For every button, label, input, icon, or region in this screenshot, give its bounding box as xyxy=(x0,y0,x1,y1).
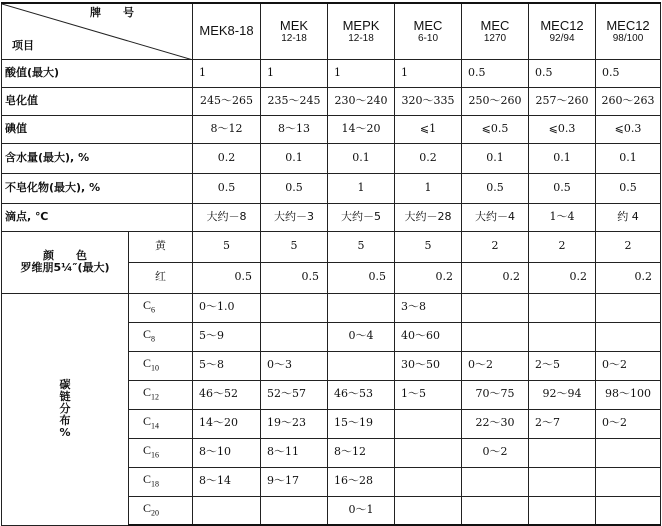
spec-table xyxy=(1,2,661,526)
table-cell: 0～2 xyxy=(596,351,661,380)
table-cell: ⩽0.3 xyxy=(529,115,596,143)
carbon-symbol: C xyxy=(143,472,152,487)
table-cell: 2 xyxy=(462,231,529,262)
table-cell: 0.2 xyxy=(529,262,596,293)
table-cell: 0.5 xyxy=(596,173,661,203)
table-cell xyxy=(462,322,529,351)
grade-sub: 1270 xyxy=(483,32,507,44)
table-cell xyxy=(193,496,261,525)
row-label: 碘值 xyxy=(2,115,193,143)
table-cell: 大约－3 xyxy=(261,203,328,231)
grade-header xyxy=(328,3,395,59)
table-cell xyxy=(596,467,661,496)
row-label: 酸值(最大) xyxy=(2,59,193,87)
corner-brand-label: 牌号 xyxy=(90,6,156,19)
carbon-label xyxy=(129,351,193,380)
table-cell: 1 xyxy=(395,173,462,203)
carbon-number: 8 xyxy=(151,334,156,344)
table-cell: 2 xyxy=(529,231,596,262)
table-cell: ⩽1 xyxy=(395,115,462,143)
table-cell: 0.5 xyxy=(261,173,328,203)
table-cell xyxy=(596,293,661,322)
table-cell: 46～52 xyxy=(193,380,261,409)
table-cell: 大约－28 xyxy=(395,203,462,231)
table-cell: 0.1 xyxy=(529,143,596,173)
grade-sub: 92/94 xyxy=(549,32,575,44)
table-cell xyxy=(596,438,661,467)
table-cell: 0.2 xyxy=(395,143,462,173)
carbon-symbol: C xyxy=(143,501,152,516)
carbon-symbol: C xyxy=(143,443,152,458)
table-cell xyxy=(596,496,661,525)
table-cell: 5 xyxy=(261,231,328,262)
table-cell xyxy=(529,467,596,496)
table-cell: 8～12 xyxy=(328,438,395,467)
table-cell: 0.5 xyxy=(529,59,596,87)
table-cell: 250～260 xyxy=(462,87,529,115)
color-sub-label: 黄 xyxy=(129,231,193,262)
table-cell: 5 xyxy=(193,231,261,262)
table-cell: 230～240 xyxy=(328,87,395,115)
carbon-label xyxy=(129,438,193,467)
table-cell: 0.1 xyxy=(261,143,328,173)
grade-name: MEK8-18 xyxy=(199,23,254,39)
table-cell: 0.5 xyxy=(193,262,261,293)
table-cell xyxy=(462,496,529,525)
color-sub-label: 红 xyxy=(129,262,193,293)
table-cell: 1 xyxy=(261,59,328,87)
table-cell xyxy=(395,467,462,496)
table-cell: 0～1 xyxy=(328,496,395,525)
table-cell: 大约－8 xyxy=(193,203,261,231)
color-label xyxy=(2,231,129,293)
table-cell xyxy=(462,467,529,496)
table-cell xyxy=(395,438,462,467)
table-cell: 0.5 xyxy=(596,59,661,87)
table-row xyxy=(2,59,661,87)
table-cell: 16～28 xyxy=(328,467,395,496)
carbon-label xyxy=(129,293,193,322)
grade-header xyxy=(395,3,462,59)
carbon-number: 16 xyxy=(151,450,160,460)
carbon-symbol: C xyxy=(143,327,152,342)
table-cell: 0.2 xyxy=(596,262,661,293)
table-cell: 5 xyxy=(328,231,395,262)
chain-label-char: 分 xyxy=(59,401,71,415)
table-row xyxy=(2,173,661,203)
grade-header xyxy=(462,3,529,59)
table-cell xyxy=(261,496,328,525)
table-cell: 14～20 xyxy=(328,115,395,143)
table-cell xyxy=(328,293,395,322)
table-cell xyxy=(395,409,462,438)
table-cell: 0.5 xyxy=(193,173,261,203)
table-cell: 0.1 xyxy=(596,143,661,173)
table-cell: 0～2 xyxy=(462,438,529,467)
table-row xyxy=(2,293,661,322)
header-row xyxy=(2,3,661,59)
table-cell: 0.2 xyxy=(395,262,462,293)
table-cell: 40～60 xyxy=(395,322,462,351)
carbon-label xyxy=(129,409,193,438)
table-cell: 235～245 xyxy=(261,87,328,115)
table-cell: 70～75 xyxy=(462,380,529,409)
chain-label-char: 链 xyxy=(59,389,71,403)
table-cell: 9～17 xyxy=(261,467,328,496)
table-cell: 30～50 xyxy=(395,351,462,380)
chain-label-char: 布 xyxy=(59,414,71,428)
carbon-number: 20 xyxy=(151,508,160,518)
table-cell: 0.1 xyxy=(328,143,395,173)
table-cell xyxy=(261,322,328,351)
grade-header xyxy=(261,3,328,59)
table-row xyxy=(2,115,661,143)
table-cell: 2～7 xyxy=(529,409,596,438)
table-cell xyxy=(462,293,529,322)
grade-name: MEK xyxy=(279,17,309,33)
table-cell: 257～260 xyxy=(529,87,596,115)
table-cell: 0.5 xyxy=(462,173,529,203)
table-cell: 245～265 xyxy=(193,87,261,115)
row-label: 含水量(最大), % xyxy=(2,143,193,173)
table-cell: 1～5 xyxy=(395,380,462,409)
table-cell: 8～10 xyxy=(193,438,261,467)
carbon-number: 6 xyxy=(151,305,156,315)
table-cell: 260～263 xyxy=(596,87,661,115)
table-cell: 0～1.0 xyxy=(193,293,261,322)
table-cell: 5～8 xyxy=(193,351,261,380)
table-cell: ⩽0.3 xyxy=(596,115,661,143)
table-cell xyxy=(395,496,462,525)
table-cell: 52～57 xyxy=(261,380,328,409)
chain-dist-label xyxy=(2,293,129,525)
carbon-label xyxy=(129,322,193,351)
table-cell: 0.5 xyxy=(328,262,395,293)
table-cell: 5 xyxy=(395,231,462,262)
table-cell: ⩽0.5 xyxy=(462,115,529,143)
table-cell: 1 xyxy=(328,173,395,203)
carbon-symbol: C xyxy=(143,356,152,371)
table-row xyxy=(2,203,661,231)
grade-header xyxy=(193,3,261,59)
carbon-symbol: C xyxy=(143,385,152,400)
table-cell: 8～12 xyxy=(193,115,261,143)
table-cell: 5～9 xyxy=(193,322,261,351)
table-cell: 0～3 xyxy=(261,351,328,380)
table-cell: 3～8 xyxy=(395,293,462,322)
carbon-label xyxy=(129,380,193,409)
table-cell: 15～19 xyxy=(328,409,395,438)
row-label: 不皂化物(最大), % xyxy=(2,173,193,203)
table-cell: 约 4 xyxy=(596,203,661,231)
grade-sub: 12-18 xyxy=(281,32,307,44)
table-cell: 8～14 xyxy=(193,467,261,496)
carbon-symbol: C xyxy=(143,414,152,429)
color-label-line1: 颜 色 xyxy=(43,248,87,262)
grade-name: MEPK xyxy=(342,17,380,33)
grade-header xyxy=(596,3,661,59)
table-cell: 98～100 xyxy=(596,380,661,409)
table-cell: 0.5 xyxy=(462,59,529,87)
table-row xyxy=(2,231,661,262)
table-cell xyxy=(261,293,328,322)
table-cell xyxy=(529,438,596,467)
carbon-label xyxy=(129,496,193,525)
grade-header xyxy=(529,3,596,59)
carbon-label xyxy=(129,467,193,496)
table-cell: 14～20 xyxy=(193,409,261,438)
color-label-line2: 罗维朋5¼″(最大) xyxy=(20,261,110,274)
carbon-number: 10 xyxy=(151,363,160,373)
table-cell xyxy=(529,293,596,322)
table-cell: 2～5 xyxy=(529,351,596,380)
table-cell: 8～13 xyxy=(261,115,328,143)
table-cell: 19～23 xyxy=(261,409,328,438)
table-cell xyxy=(529,496,596,525)
corner-item-label: 项目 xyxy=(12,39,34,53)
table-cell: 46～53 xyxy=(328,380,395,409)
table-cell: 0.5 xyxy=(529,173,596,203)
table-cell: 0～2 xyxy=(596,409,661,438)
row-label: 滴点, ℃ xyxy=(2,203,193,231)
table-cell: 1～4 xyxy=(529,203,596,231)
grade-sub: 12-18 xyxy=(348,32,374,44)
table-cell: 0～4 xyxy=(328,322,395,351)
table-cell: 2 xyxy=(596,231,661,262)
chain-label-char: 碳 xyxy=(59,377,71,391)
carbon-number: 14 xyxy=(151,421,160,431)
table-cell xyxy=(328,351,395,380)
grade-sub: 98/100 xyxy=(612,32,644,44)
table-cell: 0.2 xyxy=(462,262,529,293)
table-cell: 0.1 xyxy=(462,143,529,173)
table-cell xyxy=(596,322,661,351)
row-label: 皂化值 xyxy=(2,87,193,115)
carbon-number: 12 xyxy=(151,392,160,402)
table-cell: 大约－5 xyxy=(328,203,395,231)
carbon-number: 18 xyxy=(151,479,160,489)
grade-name: MEC xyxy=(480,17,510,33)
grade-name: MEC12 xyxy=(540,17,584,33)
table-cell: 0.5 xyxy=(261,262,328,293)
table-cell: 1 xyxy=(328,59,395,87)
grade-name: MEC12 xyxy=(606,17,650,33)
grade-name: MEC xyxy=(413,17,443,33)
table-cell: 22～30 xyxy=(462,409,529,438)
table-cell: 0～2 xyxy=(462,351,529,380)
table-cell: 320～335 xyxy=(395,87,462,115)
carbon-symbol: C xyxy=(143,298,152,313)
table-row xyxy=(2,87,661,115)
grade-sub: 6-10 xyxy=(417,32,438,44)
table-cell: 8～11 xyxy=(261,438,328,467)
table-cell: 1 xyxy=(395,59,462,87)
corner-cell xyxy=(2,3,193,59)
table-cell xyxy=(529,322,596,351)
table-cell: 92～94 xyxy=(529,380,596,409)
table-cell: 1 xyxy=(193,59,261,87)
table-row xyxy=(2,143,661,173)
table-cell: 0.2 xyxy=(193,143,261,173)
chain-label-char: % xyxy=(59,426,71,440)
table-cell: 大约－4 xyxy=(462,203,529,231)
